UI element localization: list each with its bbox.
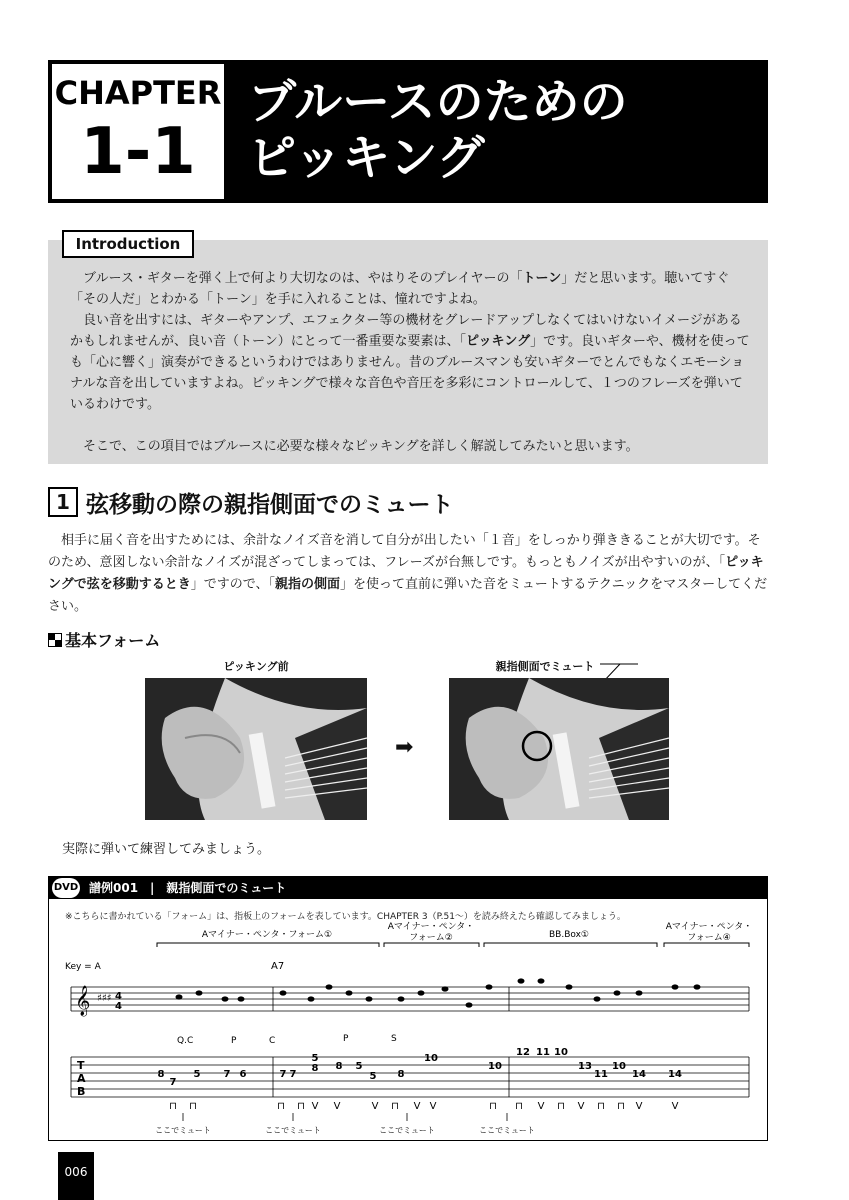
intro-paragraph-3: そこで、この項目ではブルースに必要な様々なピッキングを詳しく解説してみたいと思います。 <box>83 439 639 454</box>
chord-label: A7 <box>271 961 285 972</box>
svg-text:C: C <box>269 1036 276 1046</box>
svg-text:⊓: ⊓ <box>557 1101 565 1112</box>
chapter-header <box>48 60 768 203</box>
svg-text:V: V <box>413 1101 421 1112</box>
dvd-example-label: 譜例001 | 親指側面でのミュート <box>89 881 287 895</box>
svg-text:P: P <box>343 1034 349 1044</box>
svg-text:⊓: ⊓ <box>597 1101 605 1112</box>
svg-text:10: 10 <box>424 1053 438 1064</box>
svg-text:Q.C: Q.C <box>177 1036 194 1046</box>
svg-text:8: 8 <box>397 1069 405 1080</box>
svg-text:8: 8 <box>157 1069 165 1080</box>
form-label-1: Aマイナー・ペンタ・フォーム① <box>201 930 333 940</box>
svg-text:B: B <box>77 1085 86 1098</box>
svg-text:7: 7 <box>289 1069 297 1080</box>
section-body: 相手に届く音を出すためには、余計なノイズ音を消して自分が出したい「１音」をしっかり弾ききることが大切です。そのため、意図しない余計なノイズが混ざってしまっては、フレーズが台無しです。もっともノイズが出やすいのが、「ピッキングで弦を移動するとき」ですので、「親指の側面」を使って直前に弾いた音をミュートするテクニックをマスターしてください。 <box>48 533 768 614</box>
svg-text:5: 5 <box>355 1061 363 1072</box>
form-label-3: BB.Box① <box>548 930 590 940</box>
svg-text:8: 8 <box>335 1061 343 1072</box>
mute-label-4: ここでミュート <box>479 1126 535 1135</box>
svg-text:11: 11 <box>594 1069 608 1080</box>
svg-text:P: P <box>231 1036 237 1046</box>
basic-form-heading: 基本フォーム <box>48 628 160 651</box>
chapter-title <box>248 74 758 186</box>
svg-text:⊓: ⊓ <box>489 1101 497 1112</box>
svg-text:V: V <box>429 1101 437 1112</box>
chapter-title-line2: ピッキング <box>248 130 485 186</box>
intro-paragraph-2: 良い音を出すには、ギターやアンプ、エフェクター等の機材をグレードアップしなくてはいけないイメージがあるかもしれませんが、良い音（トーン）にとって一番重要な要素は、「ピッキング」です。良いギターや、機材を使っても「心に響く」演奏ができるというわけではありません。昔のブルースマンも安いギターでとんでもなくエモーショナルな音を出していますよね。ピッキングで様々な音色や音圧を多彩にコントロールして、１つのフレーズを弾いているわけです。 <box>70 313 750 412</box>
svg-text:V: V <box>333 1101 341 1112</box>
svg-text:11: 11 <box>536 1047 550 1058</box>
svg-text:5: 5 <box>369 1071 377 1082</box>
svg-text:10: 10 <box>612 1061 626 1072</box>
introduction-tag: Introduction <box>62 230 194 258</box>
svg-text:S: S <box>391 1034 397 1044</box>
svg-text:V: V <box>371 1101 379 1112</box>
svg-text:7: 7 <box>169 1077 177 1088</box>
photo1-caption: ピッキング前 <box>223 660 289 673</box>
svg-text:12: 12 <box>516 1047 530 1058</box>
photo-before-picking <box>145 678 367 820</box>
svg-text:7: 7 <box>223 1069 231 1080</box>
svg-text:7: 7 <box>279 1069 287 1080</box>
chapter-word: CHAPTER <box>54 74 222 112</box>
svg-text:⊓: ⊓ <box>169 1101 177 1112</box>
svg-text:⊓: ⊓ <box>277 1101 285 1112</box>
svg-text:V: V <box>311 1101 319 1112</box>
form-label-2b: フォーム② <box>409 933 453 943</box>
dvd-badge: DVD <box>52 878 80 898</box>
svg-text:V: V <box>537 1101 545 1112</box>
svg-text:⊓: ⊓ <box>617 1101 625 1112</box>
key-label: Key = A <box>65 962 101 972</box>
form-label-4a: Aマイナー・ペンタ・ <box>665 922 753 932</box>
treble-clef-icon: 𝄞 <box>75 986 91 1016</box>
svg-text:14: 14 <box>668 1069 682 1080</box>
svg-text:13: 13 <box>578 1061 592 1072</box>
form-label-4b: フォーム④ <box>687 933 731 943</box>
svg-text:10: 10 <box>488 1061 502 1072</box>
svg-text:6: 6 <box>239 1069 247 1080</box>
svg-text:4: 4 <box>115 991 122 1002</box>
introduction-text <box>70 268 750 457</box>
section-number: 1 <box>48 487 78 517</box>
svg-text:⊓: ⊓ <box>189 1101 197 1112</box>
svg-text:4: 4 <box>115 1001 122 1012</box>
mute-label-2: ここでミュート <box>265 1126 321 1135</box>
svg-text:⊓: ⊓ <box>515 1101 523 1112</box>
form-note: ※こちらに書かれている「フォーム」は、指板上のフォームを表しています。CHAPTER 3（P.51〜）を読み終えたら確認してみましょう。 <box>65 912 626 922</box>
form-label-2a: Aマイナー・ペンタ・ <box>387 922 475 932</box>
chapter-title-line1: ブルースのための <box>248 74 628 130</box>
svg-text:⊓: ⊓ <box>297 1101 305 1112</box>
svg-text:A: A <box>77 1072 86 1085</box>
score-notation <box>49 922 767 1139</box>
right-arrow-icon: ➡ <box>395 735 414 760</box>
mute-label-3: ここでミュート <box>379 1126 435 1135</box>
svg-text:14: 14 <box>632 1069 646 1080</box>
chapter-number: 1-1 <box>80 115 196 189</box>
svg-text:10: 10 <box>554 1047 568 1058</box>
dvd-example-bar <box>49 877 767 899</box>
svg-text:V: V <box>671 1101 679 1112</box>
photo-thumb-mute <box>449 678 669 820</box>
section-title: 弦移動の際の親指側面でのミュート <box>86 491 454 518</box>
intro-paragraph-1: ブルース・ギターを弾く上で何より大切なのは、やはりそのプレイヤーの「トーン」だと思います。聴いてすぐ「その人だ」とわかる「トーン」を手に入れることは、憧れですよね。 <box>70 271 730 307</box>
dvd-example-box <box>48 876 768 1141</box>
section-heading <box>48 484 454 520</box>
svg-text:V: V <box>577 1101 585 1112</box>
page-number: 006 <box>58 1152 94 1200</box>
mute-label-1: ここでミュート <box>155 1126 211 1135</box>
svg-text:V: V <box>635 1101 643 1112</box>
svg-text:⊓: ⊓ <box>391 1101 399 1112</box>
svg-text:♯♯♯: ♯♯♯ <box>97 993 112 1004</box>
practice-text: 実際に弾いて練習してみましょう。 <box>62 842 271 857</box>
svg-text:5: 5 <box>193 1069 201 1080</box>
chapter-label-box <box>52 64 224 199</box>
photo2-caption: 親指側面でミュート <box>495 660 595 673</box>
checker-icon <box>48 633 62 647</box>
svg-text:5: 5 <box>311 1053 319 1064</box>
svg-text:T: T <box>77 1059 85 1072</box>
svg-text:8: 8 <box>311 1063 319 1074</box>
